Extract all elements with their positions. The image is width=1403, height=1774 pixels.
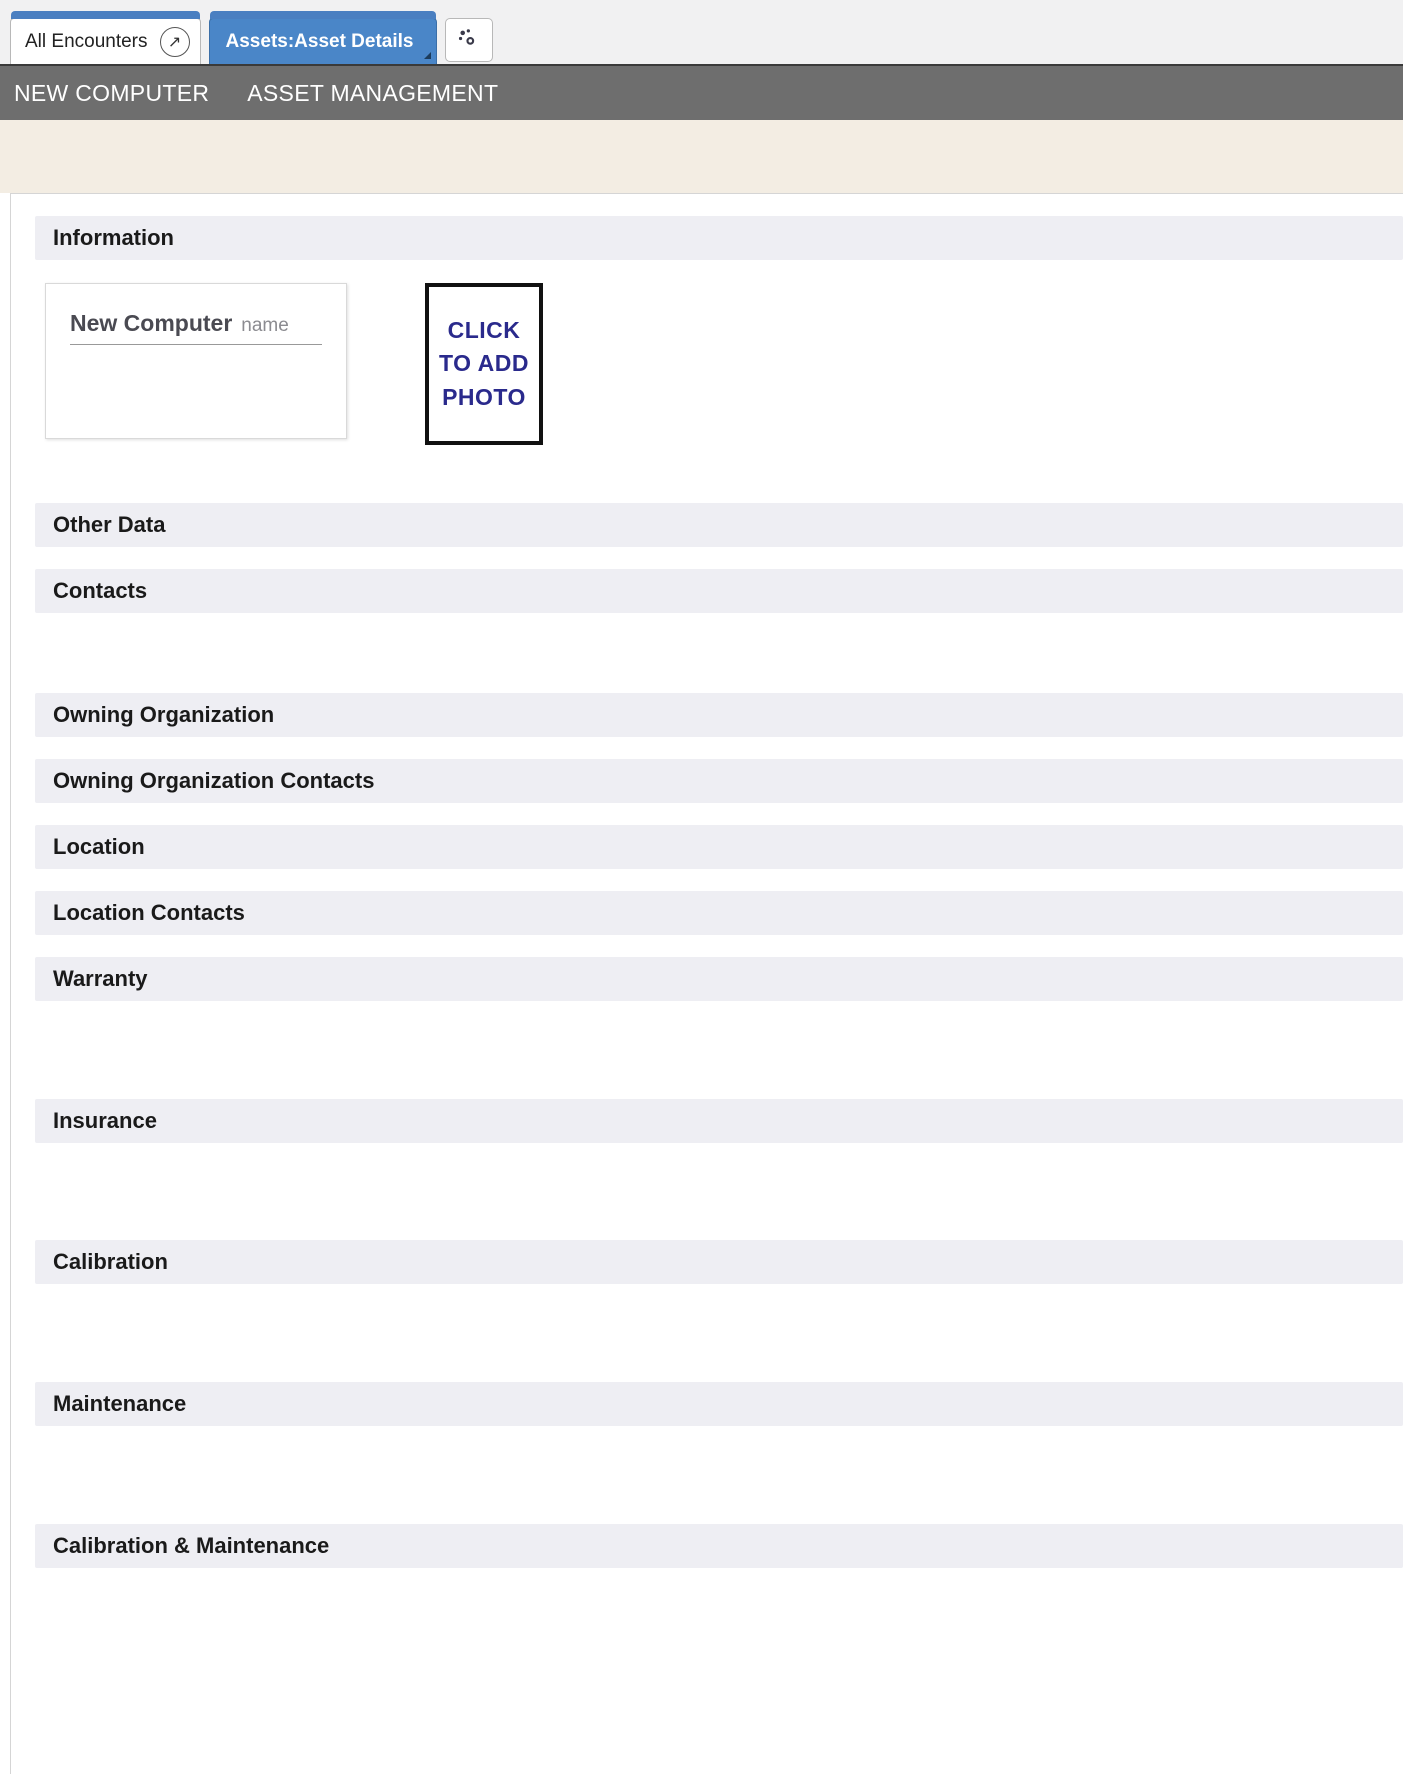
tab-assets-asset-details[interactable]	[209, 18, 437, 64]
click-to-add-photo-button[interactable]	[425, 283, 543, 445]
section-label-calibration: Calibration	[53, 1249, 168, 1274]
asset-name-placeholder: name	[241, 315, 289, 336]
section-label-location-contacts: Location Contacts	[53, 900, 245, 925]
section-header-location-contacts[interactable]	[35, 891, 1403, 935]
section-header-warranty[interactable]	[35, 957, 1403, 1001]
section-header-contacts[interactable]	[35, 569, 1403, 613]
photo-button-line2: TO ADD	[439, 350, 529, 377]
tab-all-encounters[interactable]	[10, 18, 201, 64]
section-label-owning-organization-contacts: Owning Organization Contacts	[53, 768, 375, 793]
tab-assets-asset-details-label: Assets:Asset Details	[225, 30, 414, 52]
section-header-other-data[interactable]	[35, 503, 1403, 547]
page-title-bar	[0, 66, 1403, 120]
asset-name-value: New Computer	[70, 310, 233, 336]
photo-button-line1: CLICK	[447, 316, 521, 343]
asset-name-field[interactable]	[70, 310, 322, 345]
toolbar-strip	[0, 120, 1403, 193]
section-header-calibration-maintenance[interactable]	[35, 1524, 1403, 1568]
section-label-contacts: Contacts	[53, 578, 148, 603]
section-label-calibration-maintenance: Calibration & Maintenance	[53, 1533, 330, 1558]
section-label-warranty: Warranty	[53, 966, 148, 991]
gear-icon[interactable]	[445, 18, 493, 62]
section-label-owning-organization: Owning Organization	[53, 702, 275, 727]
page-title: NEW COMPUTER	[14, 79, 210, 106]
section-header-owning-organization-contacts[interactable]	[35, 759, 1403, 803]
section-header-calibration[interactable]	[35, 1240, 1403, 1284]
section-label-location: Location	[53, 834, 145, 859]
information-section-body	[11, 260, 1403, 445]
asset-details-panel	[10, 193, 1403, 1774]
section-label-insurance: Insurance	[53, 1108, 157, 1133]
tab-bar	[0, 0, 1403, 66]
tab-all-encounters-label: All Encounters	[25, 30, 148, 52]
asset-name-card[interactable]	[45, 283, 347, 439]
photo-button-line3: PHOTO	[442, 383, 526, 410]
section-header-location[interactable]	[35, 825, 1403, 869]
section-label-other-data: Other Data	[53, 512, 166, 537]
section-header-insurance[interactable]	[35, 1099, 1403, 1143]
section-header-owning-organization[interactable]	[35, 693, 1403, 737]
section-header-maintenance[interactable]	[35, 1382, 1403, 1426]
open-in-new-icon[interactable]: ↗	[160, 27, 190, 57]
module-title: ASSET MANAGEMENT	[247, 79, 499, 106]
section-header-information[interactable]	[35, 216, 1403, 260]
section-label-information: Information	[53, 225, 174, 250]
section-label-maintenance: Maintenance	[53, 1391, 187, 1416]
